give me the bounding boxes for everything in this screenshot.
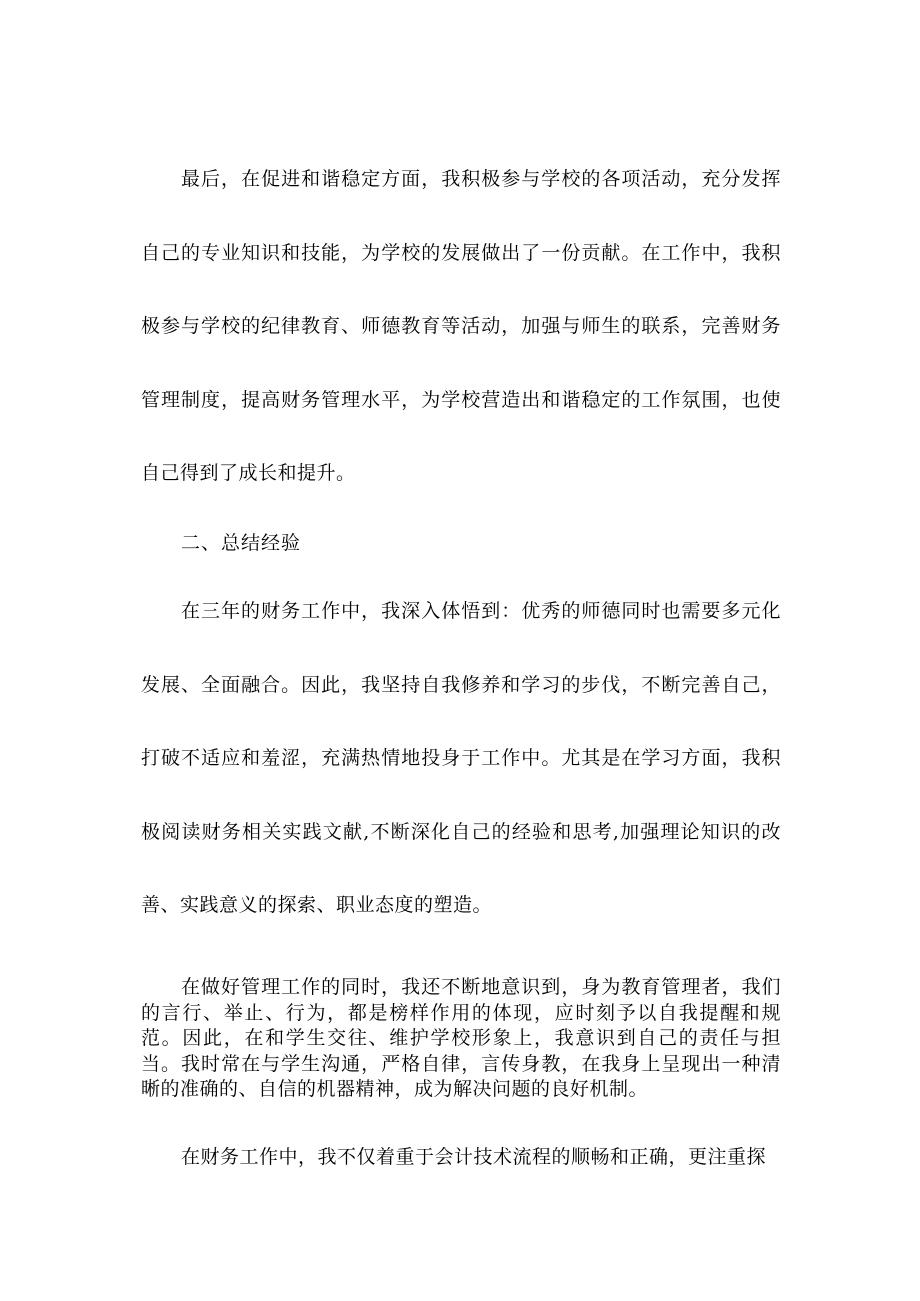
section-heading-summary: 二、总结经验 xyxy=(181,532,302,554)
paragraph-experience: 在三年的财务工作中，我深入体悟到：优秀的师德同时也需要多元化发展、全面融合。因此，我坚持自我修养和学习的步伐，不断完善自己，打破不适应和羞涩，充满热情地投身于工作中。尤其是在学习方面，我积极阅读财务相关实践文献,不断深化自己的经验和思考,加强理论知识的改善、实践意义的探索、职业态度的塑造。 xyxy=(141,600,781,916)
paragraph-role-model: 在做好管理工作的同时，我还不断地意识到，身为教育管理者，我们的言行、举止、行为，都是榜样作用的体现，应时刻予以自我提醒和规范。因此，在和学生交往、维护学校形象上，我意识到自己的责任与担当。我时常在与学生沟通，严格自律，言传身教，在我身上呈现出一种清晰的准确的、自信的机器精神，成为解决问题的良好机制。 xyxy=(141,976,781,1100)
paragraph-harmony-stability: 最后，在促进和谐稳定方面，我积极参与学校的各项活动，充分发挥自己的专业知识和技能，为学校的发展做出了一份贡献。在工作中，我积极参与学校的纪律教育、师德教育等活动，加强与师生的联系，完善财务管理制度，提高财务管理水平，为学校营造出和谐稳定的工作氛围，也使自己得到了成长和提升。 xyxy=(141,168,781,484)
paragraph-financial-work: 在财务工作中，我不仅着重于会计技术流程的顺畅和正确，更注重探 xyxy=(181,1146,767,1168)
